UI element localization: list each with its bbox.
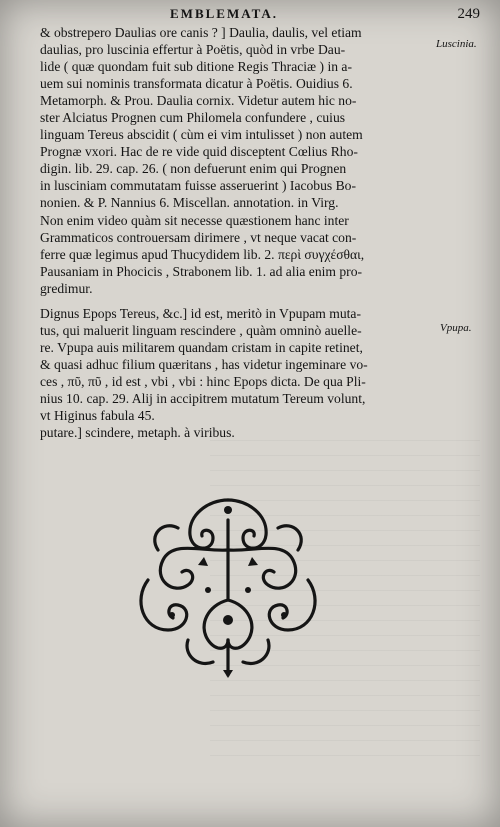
text-line: daulias, pro luscinia effertur à Poëtis, quòd in vrbe Dau- (40, 42, 346, 58)
text-line: nius 10. cap. 29. Alij in accipitrem mutatum Tereum volunt, (40, 390, 366, 406)
text-line: ferre quæ legimus apud Thucydidem lib. 2. περὶ συγχέσθαι, (40, 246, 365, 262)
text-line: uem sui nominis transformata dicatur à Poëtis. Ouidius 6. (40, 76, 353, 92)
text-line: Non enim video quàm sit necesse quæstionem hanc inter (40, 212, 349, 228)
page-header (40, 6, 480, 26)
text-line: Pausaniam in Phocicis , Strabonem lib. 1. ad alia enim pro- (40, 263, 363, 279)
text-line: Grammaticos controuersam dirimere , vt neque vacat con- (40, 229, 357, 245)
marginal-note: Luscinia. (436, 38, 477, 50)
running-head: EMBLEMATA. (170, 6, 278, 21)
text-line: lide ( quæ quondam fuit sub ditione Regis Thraciæ ) in a- (40, 59, 352, 75)
text-line: re. Vpupa auis militarem quandam cristam in capite retinet, (40, 339, 363, 355)
text-line: & obstrepero Daulias ore canis ? ] Daulia, daulis, vel etiam (40, 25, 362, 40)
decorative-tailpiece-ornament (128, 490, 328, 680)
text-line: gredimur. (40, 280, 93, 296)
text-line: vt Higinus fabula 45. (40, 408, 155, 424)
text-line: Prognæ vxori. Hac de re vide quid disceptent Cœlius Rho- (40, 144, 358, 160)
text-line: ces , πῦ, πῦ , id est , vbi , vbi : hinc Epops dicta. De qua Pli- (40, 373, 366, 389)
text-line: & quasi adhuc filium quæritans , has videtur ingeminare vo- (40, 356, 368, 372)
text-line: in lusciniam commutatam fuisse asseruerint ) Iacobus Bo- (40, 178, 356, 194)
text-line: nonien. & P. Nannius 6. Miscellan. annotation. in Virg. (40, 195, 339, 211)
text-line: linguam Tereus abscidit ( cùm ei vim intulisset ) non autem (40, 127, 363, 143)
text-line: Metamorph. & Prou. Daulia cornix. Videtur autem hic no- (40, 93, 357, 109)
text-line: putare.] scindere, metaph. à viribus. (40, 425, 235, 441)
page-number: 249 (457, 6, 480, 22)
text-line: ster Alciatus Prognen cum Philomela confundere , cuius (40, 110, 346, 126)
text-line: tus, qui maluerit linguam rescindere , quàm omninò auelle- (40, 322, 362, 338)
marginal-note: Vpupa. (440, 322, 472, 334)
text-line: Dignus Epops Tereus, &c.] id est, meritò in Vpupam muta- (40, 305, 361, 321)
commentary-text (40, 24, 432, 441)
text-line: digin. lib. 29. cap. 26. ( non defuerunt enim qui Prognen (40, 161, 347, 177)
